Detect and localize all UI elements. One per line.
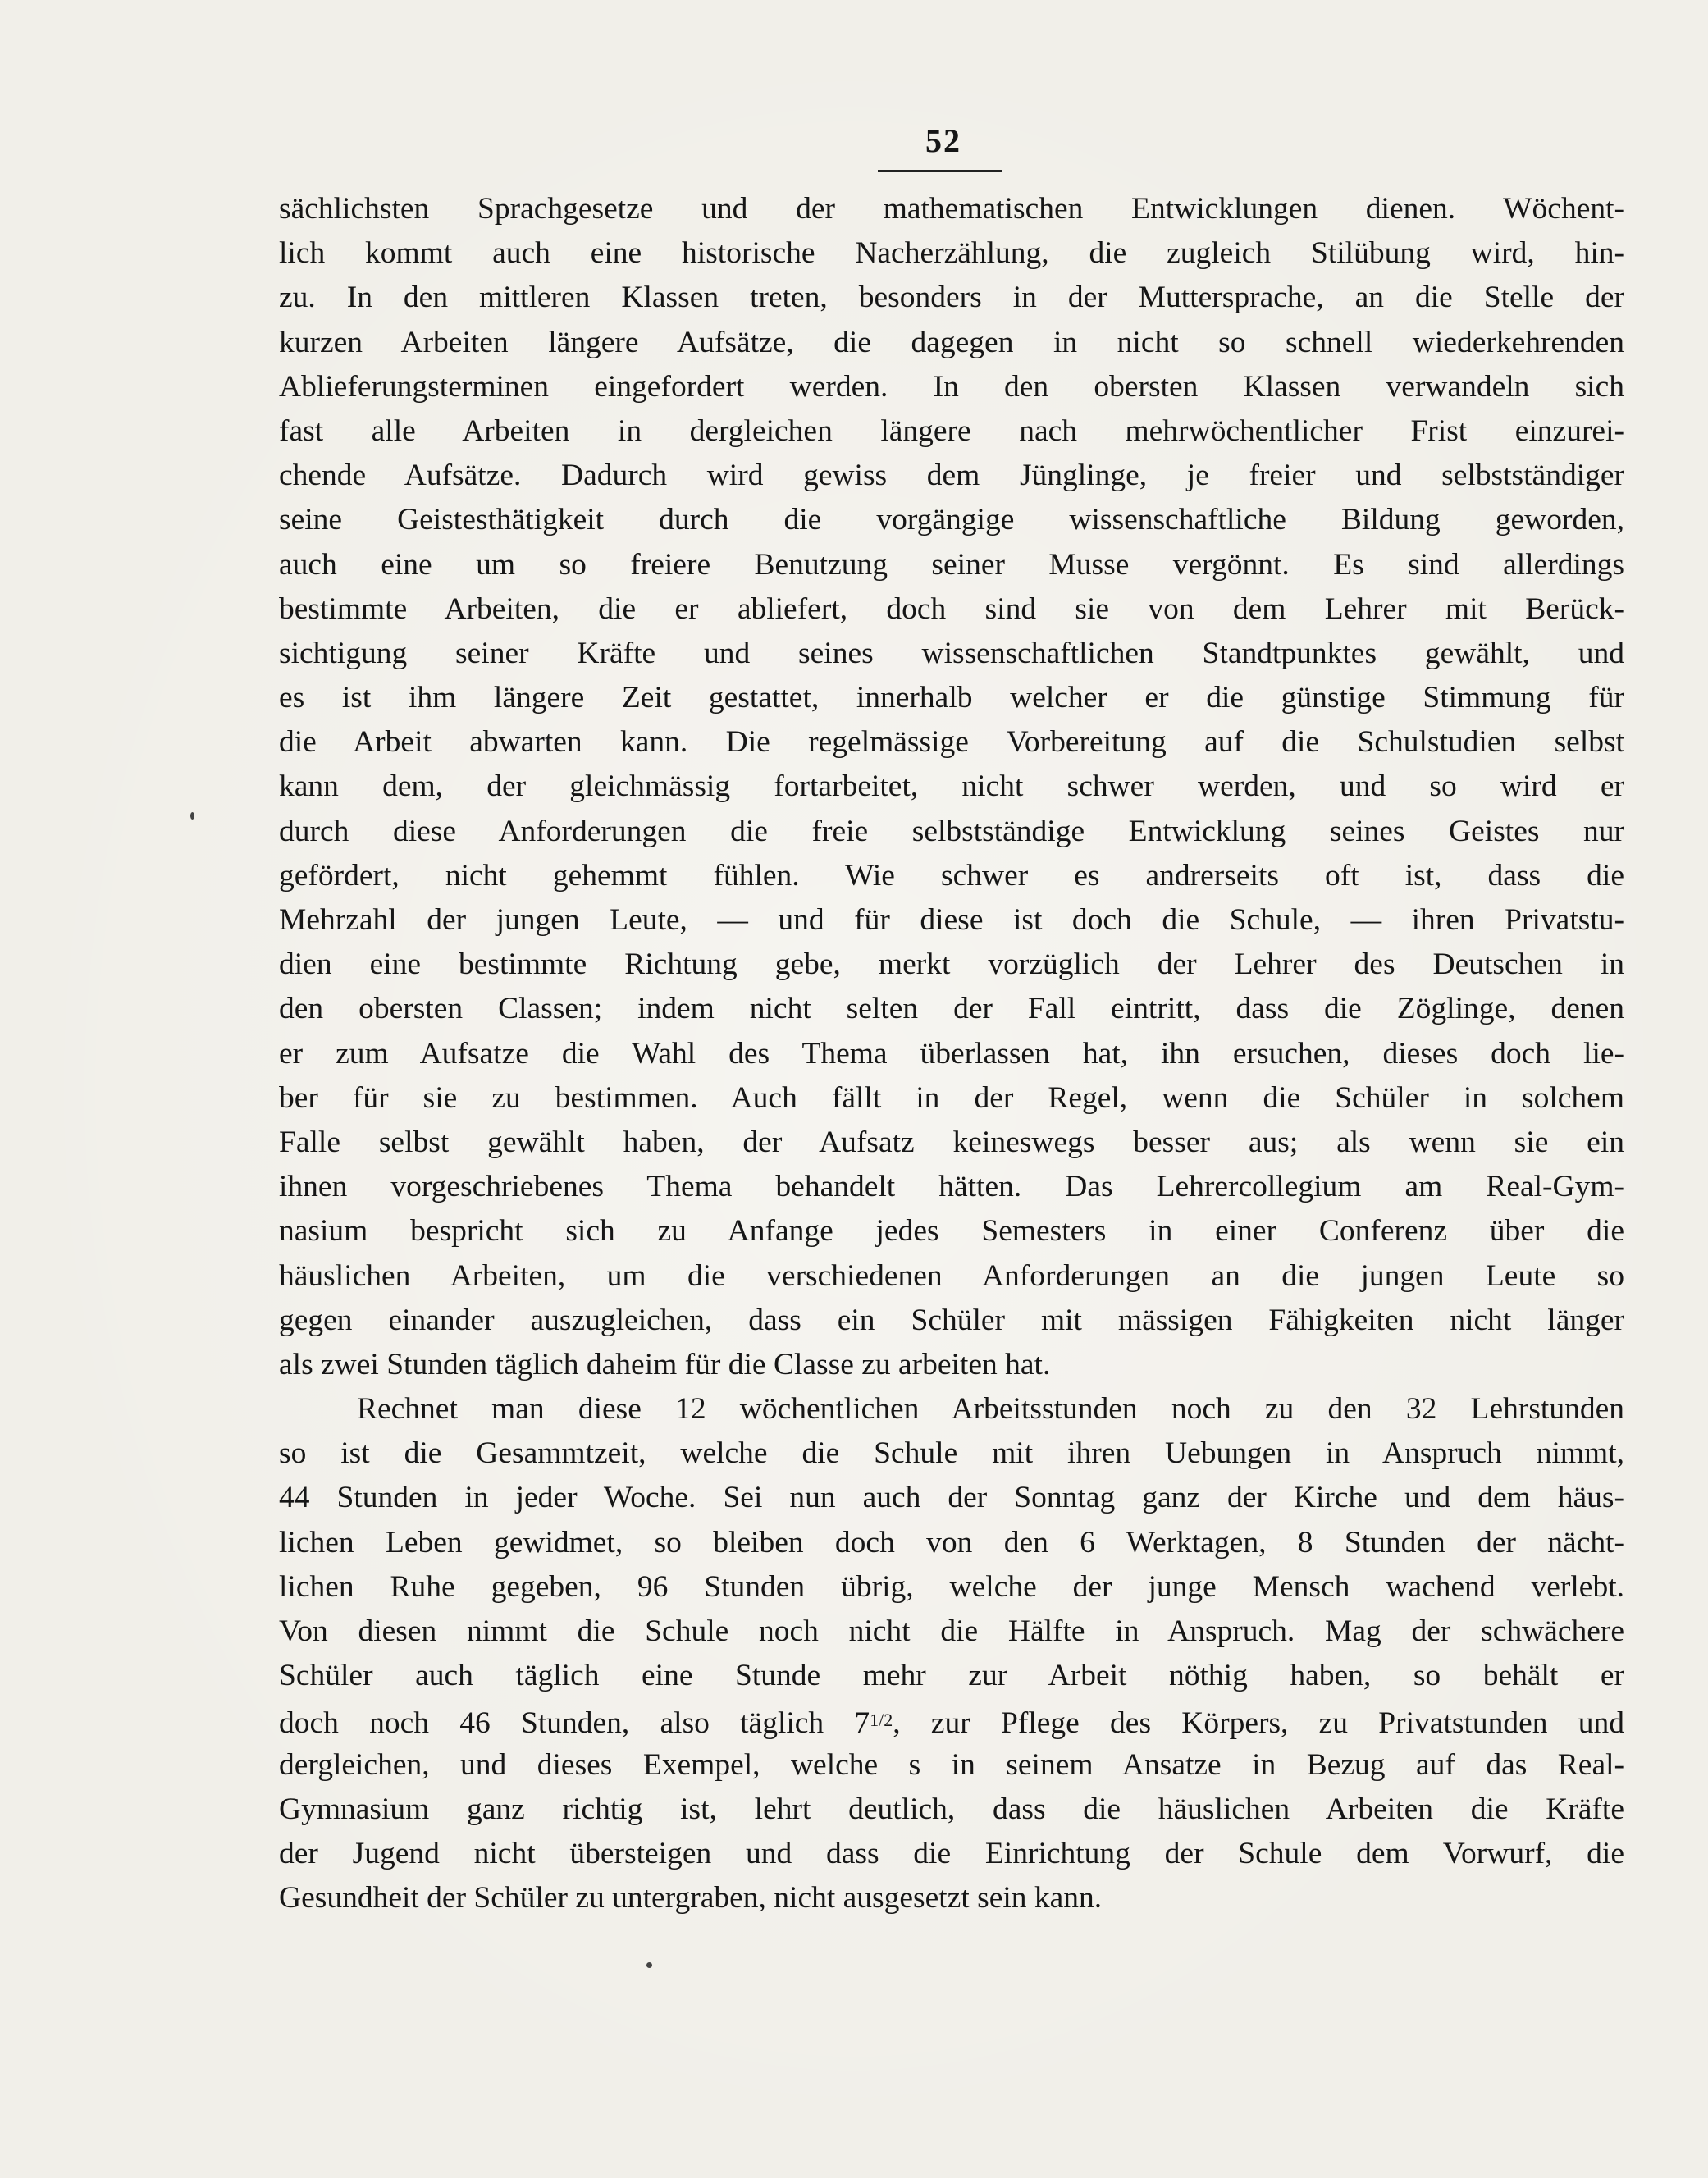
- text-line: Schüler auch täglich eine Stunde mehr zur Arbeit nöthig haben, so behält er: [279, 1659, 1624, 1693]
- text-line: Falle selbst gewählt haben, der Aufsatz keineswegs besser aus; als wenn sie ein: [279, 1125, 1624, 1159]
- text-line: gegen einander auszugleichen, dass ein Schüler mit mässigen Fähigkeiten nicht länger: [279, 1303, 1624, 1337]
- text-line: so ist die Gesammtzeit, welche die Schule mit ihren Uebungen in Anspruch nimmt,: [279, 1436, 1624, 1471]
- text-line: seine Geistesthätigkeit durch die vorgängige wissenschaftliche Bildung geworden,: [279, 503, 1624, 537]
- paper-speck: [190, 812, 194, 820]
- paragraph-last-line: als zwei Stunden täglich daheim für die Classe zu arbeiten hat.: [279, 1347, 1051, 1381]
- text-line: 44 Stunden in jeder Woche. Sei nun auch der Sonntag ganz der Kirche und dem häus-: [279, 1481, 1624, 1515]
- text-line: nasium bespricht sich zu Anfange jedes Semesters in einer Conferenz über die: [279, 1214, 1624, 1249]
- text-line-with-fraction: [279, 1698, 1624, 1742]
- text-line: den obersten Classen; indem nicht selten der Fall eintritt, dass die Zöglinge, denen: [279, 992, 1624, 1026]
- paragraph-first-line: Rechnet man diese 12 wöchentlichen Arbeitsstunden noch zu den 32 Lehrstunden: [357, 1392, 1624, 1427]
- text-line: sichtigung seiner Kräfte und seines wissenschaftlichen Standtpunktes gewählt, und: [279, 636, 1624, 670]
- text-line: bestimmte Arbeiten, die er abliefert, doch sind sie von dem Lehrer mit Berück-: [279, 591, 1624, 626]
- text-line: häuslichen Arbeiten, um die verschiedenen Anforderungen an die jungen Leute so: [279, 1258, 1624, 1293]
- text-line: ber für sie zu bestimmen. Auch fällt in der Regel, wenn die Schüler in solchem: [279, 1080, 1624, 1115]
- text-line: die Arbeit abwarten kann. Die regelmässige Vorbereitung auf die Schulstudien selbst: [279, 725, 1624, 760]
- fraction-one-half: 1/2: [870, 1710, 893, 1731]
- line-part: , zur Pflege des Körpers, zu Privatstunden und: [893, 1706, 1624, 1741]
- text-line: ihnen vorgeschriebenes Thema behandelt hätten. Das Lehrercollegium am Real-Gym-: [279, 1170, 1624, 1204]
- text-line: lichen Ruhe gegeben, 96 Stunden übrig, welche der junge Mensch wachend verlebt.: [279, 1569, 1624, 1604]
- paper-speck: [646, 1962, 652, 1968]
- text-line: auch eine um so freiere Benutzung seiner Musse vergönnt. Es sind allerdings: [279, 547, 1624, 582]
- page-number-rule: [878, 170, 1002, 172]
- text-line: Mehrzahl der jungen Leute, — und für diese ist doch die Schule, — ihren Privatstu-: [279, 903, 1624, 937]
- body-text: [279, 187, 1624, 1920]
- text-line: fast alle Arbeiten in dergleichen längere nach mehrwöchentlicher Frist einzurei-: [279, 413, 1624, 448]
- text-line: sächlichsten Sprachgesetze und der mathematischen Entwicklungen dienen. Wöchent-: [279, 192, 1624, 226]
- text-line: kann dem, der gleichmässig fortarbeitet, nicht schwer werden, und so wird er: [279, 769, 1624, 804]
- line-part: doch noch 46 Stunden, also täglich 7: [279, 1706, 870, 1741]
- text-line: chende Aufsätze. Dadurch wird gewiss dem Jünglinge, je freier und selbstständiger: [279, 459, 1624, 493]
- text-line: Von diesen nimmt die Schule noch nicht die Hälfte in Anspruch. Mag der schwächere: [279, 1614, 1624, 1648]
- text-line: dien eine bestimmte Richtung gebe, merkt vorzüglich der Lehrer des Deutschen in: [279, 947, 1624, 982]
- paragraph-last-line: Gesundheit der Schüler zu untergraben, nicht ausgesetzt sein kann.: [279, 1881, 1103, 1915]
- text-line: durch diese Anforderungen die freie selbstständige Entwicklung seines Geistes nur: [279, 814, 1624, 848]
- text-line: zu. In den mittleren Klassen treten, besonders in der Muttersprache, an die Stelle der: [279, 281, 1624, 315]
- text-line: gefördert, nicht gehemmt fühlen. Wie schwer es andrerseits oft ist, dass die: [279, 858, 1624, 893]
- text-line: lichen Leben gewidmet, so bleiben doch von den 6 Werktagen, 8 Stunden der nächt-: [279, 1525, 1624, 1559]
- text-line: er zum Aufsatze die Wahl des Thema überlassen hat, ihn ersuchen, dieses doch lie-: [279, 1036, 1624, 1071]
- text-line: es ist ihm längere Zeit gestattet, innerhalb welcher er die günstige Stimmung für: [279, 681, 1624, 715]
- text-line: Ablieferungsterminen eingefordert werden. In den obersten Klassen verwandeln sich: [279, 369, 1624, 404]
- text-line: der Jugend nicht übersteigen und dass die Einrichtung der Schule dem Vorwurf, die: [279, 1836, 1624, 1870]
- page-number: 52: [925, 122, 961, 159]
- text-line: kurzen Arbeiten längere Aufsätze, die dagegen in nicht so schnell wiederkehrenden: [279, 325, 1624, 359]
- text-line: dergleichen, und dieses Exempel, welche s in seinem Ansatze in Bezug auf das Real-: [279, 1747, 1624, 1782]
- text-line: lich kommt auch eine historische Nacherzählung, die zugleich Stilübung wird, hin-: [279, 236, 1624, 271]
- text-line: Gymnasium ganz richtig ist, lehrt deutlich, dass die häuslichen Arbeiten die Kräfte: [279, 1792, 1624, 1826]
